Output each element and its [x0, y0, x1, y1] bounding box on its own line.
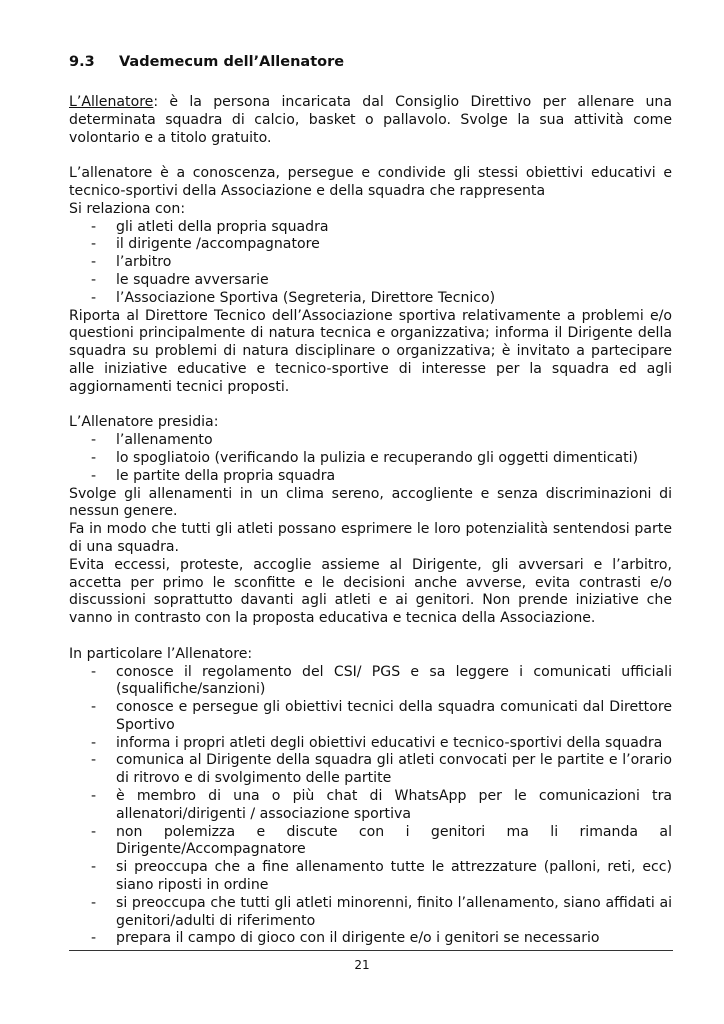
- list-item: - conosce il regolamento del CSI/ PGS e sa leggere i comunicati ufficiali (squalifiche/sanzioni): [69, 664, 672, 700]
- body-text: [69, 94, 672, 948]
- training-paragraph: Svolge gli allenamenti in un clima sereno, accogliente e senza discriminazioni di nessun genere.: [69, 485, 672, 520]
- relations-intro: Si relaziona con:: [69, 200, 186, 217]
- intro-term: L’Allenatore: [69, 94, 154, 110]
- list-item: - è membro di una o più chat di WhatsApp per le comunicazioni tra allenatori/dirigenti / associazione sportiva: [69, 788, 672, 824]
- list-item: - le squadre avversarie: [69, 272, 672, 290]
- presides-intro: L’Allenatore presidia:: [69, 414, 219, 431]
- intro-definition: : è la persona incaricata dal Consiglio Direttivo per allenare una determinata squadra di calcio, basket o pallavolo. Svolge la sua attività come volontario e a titolo gratuito.: [69, 94, 672, 146]
- section-heading: [69, 54, 344, 70]
- particular-list: [69, 664, 672, 949]
- list-item: - lo spogliatoio (verificando la pulizia e recuperando gli oggetti dimenticati): [69, 450, 672, 468]
- list-item: - le partite della propria squadra: [69, 468, 672, 486]
- list-item: - il dirigente /accompagnatore: [69, 236, 672, 254]
- behaviour-paragraph: Evita eccessi, proteste, accoglie assieme al Dirigente, gli avversari e l’arbitro, accetta per primo le sconfitte e le decisioni anche avverse, evita contrasti e/o discussioni soprattutto davanti agli atleti e ai genitori. Non prende iniziative che vanno in contrasto con la proposta educativa e tecnica della Associazione.: [69, 556, 672, 627]
- list-item: - prepara il campo di gioco con il dirigente e/o i genitori se necessario: [69, 930, 672, 948]
- particular-intro: In particolare l’Allenatore:: [69, 645, 253, 662]
- list-item: - l’Associazione Sportiva (Segreteria, Direttore Tecnico): [69, 290, 672, 308]
- role-paragraph: L’allenatore è a conoscenza, persegue e condivide gli stessi obiettivi educativi e tecnico-sportivi della Associazione e della squadra che rappresenta: [69, 165, 672, 199]
- relations-list: [69, 219, 672, 308]
- list-item: - comunica al Dirigente della squadra gli atleti convocati per le partite e l’orario di ritrovo e di svolgimento delle partite: [69, 752, 672, 788]
- list-item: - l’arbitro: [69, 254, 672, 272]
- section-number: 9.3: [69, 54, 95, 70]
- section-title: Vademecum dell’Allenatore: [119, 54, 345, 70]
- list-item: - non polemizza e discute con i genitori ma li rimanda al Dirigente/Accompagnatore: [69, 824, 672, 860]
- page-number: 21: [354, 958, 370, 972]
- list-item: - informa i propri atleti degli obiettivi educativi e tecnico-sportivi della squadra: [69, 735, 672, 753]
- reporting-paragraph: Riporta al Direttore Tecnico dell’Associazione sportiva relativamente a problemi e/o questioni principalmente di natura tecnica e organizzativa; informa il Dirigente della squadra su problemi di natura disciplinare o organizzativa; è invitato a partecipare alle iniziative educative e tecnico-sportive di interesse per la squadra ed agli aggiornamenti tecnici proposti.: [69, 307, 672, 395]
- footer-divider: [69, 950, 673, 951]
- list-item: - conosce e persegue gli obiettivi tecnici della squadra comunicati dal Direttore Sportivo: [69, 699, 672, 735]
- presides-list: [69, 432, 672, 485]
- intro-paragraph: [69, 94, 672, 147]
- list-item: - si preoccupa che tutti gli atleti minorenni, finito l’allenamento, siano affidati ai genitori/adulti di riferimento: [69, 895, 672, 931]
- list-item: - gli atleti della propria squadra: [69, 219, 672, 237]
- list-item: - si preoccupa che a fine allenamento tutte le attrezzature (palloni, reti, ecc) siano riposti in ordine: [69, 859, 672, 895]
- potential-paragraph: Fa in modo che tutti gli atleti possano esprimere le loro potenzialità sentendosi parte di una squadra.: [69, 521, 672, 555]
- list-item: - l’allenamento: [69, 432, 672, 450]
